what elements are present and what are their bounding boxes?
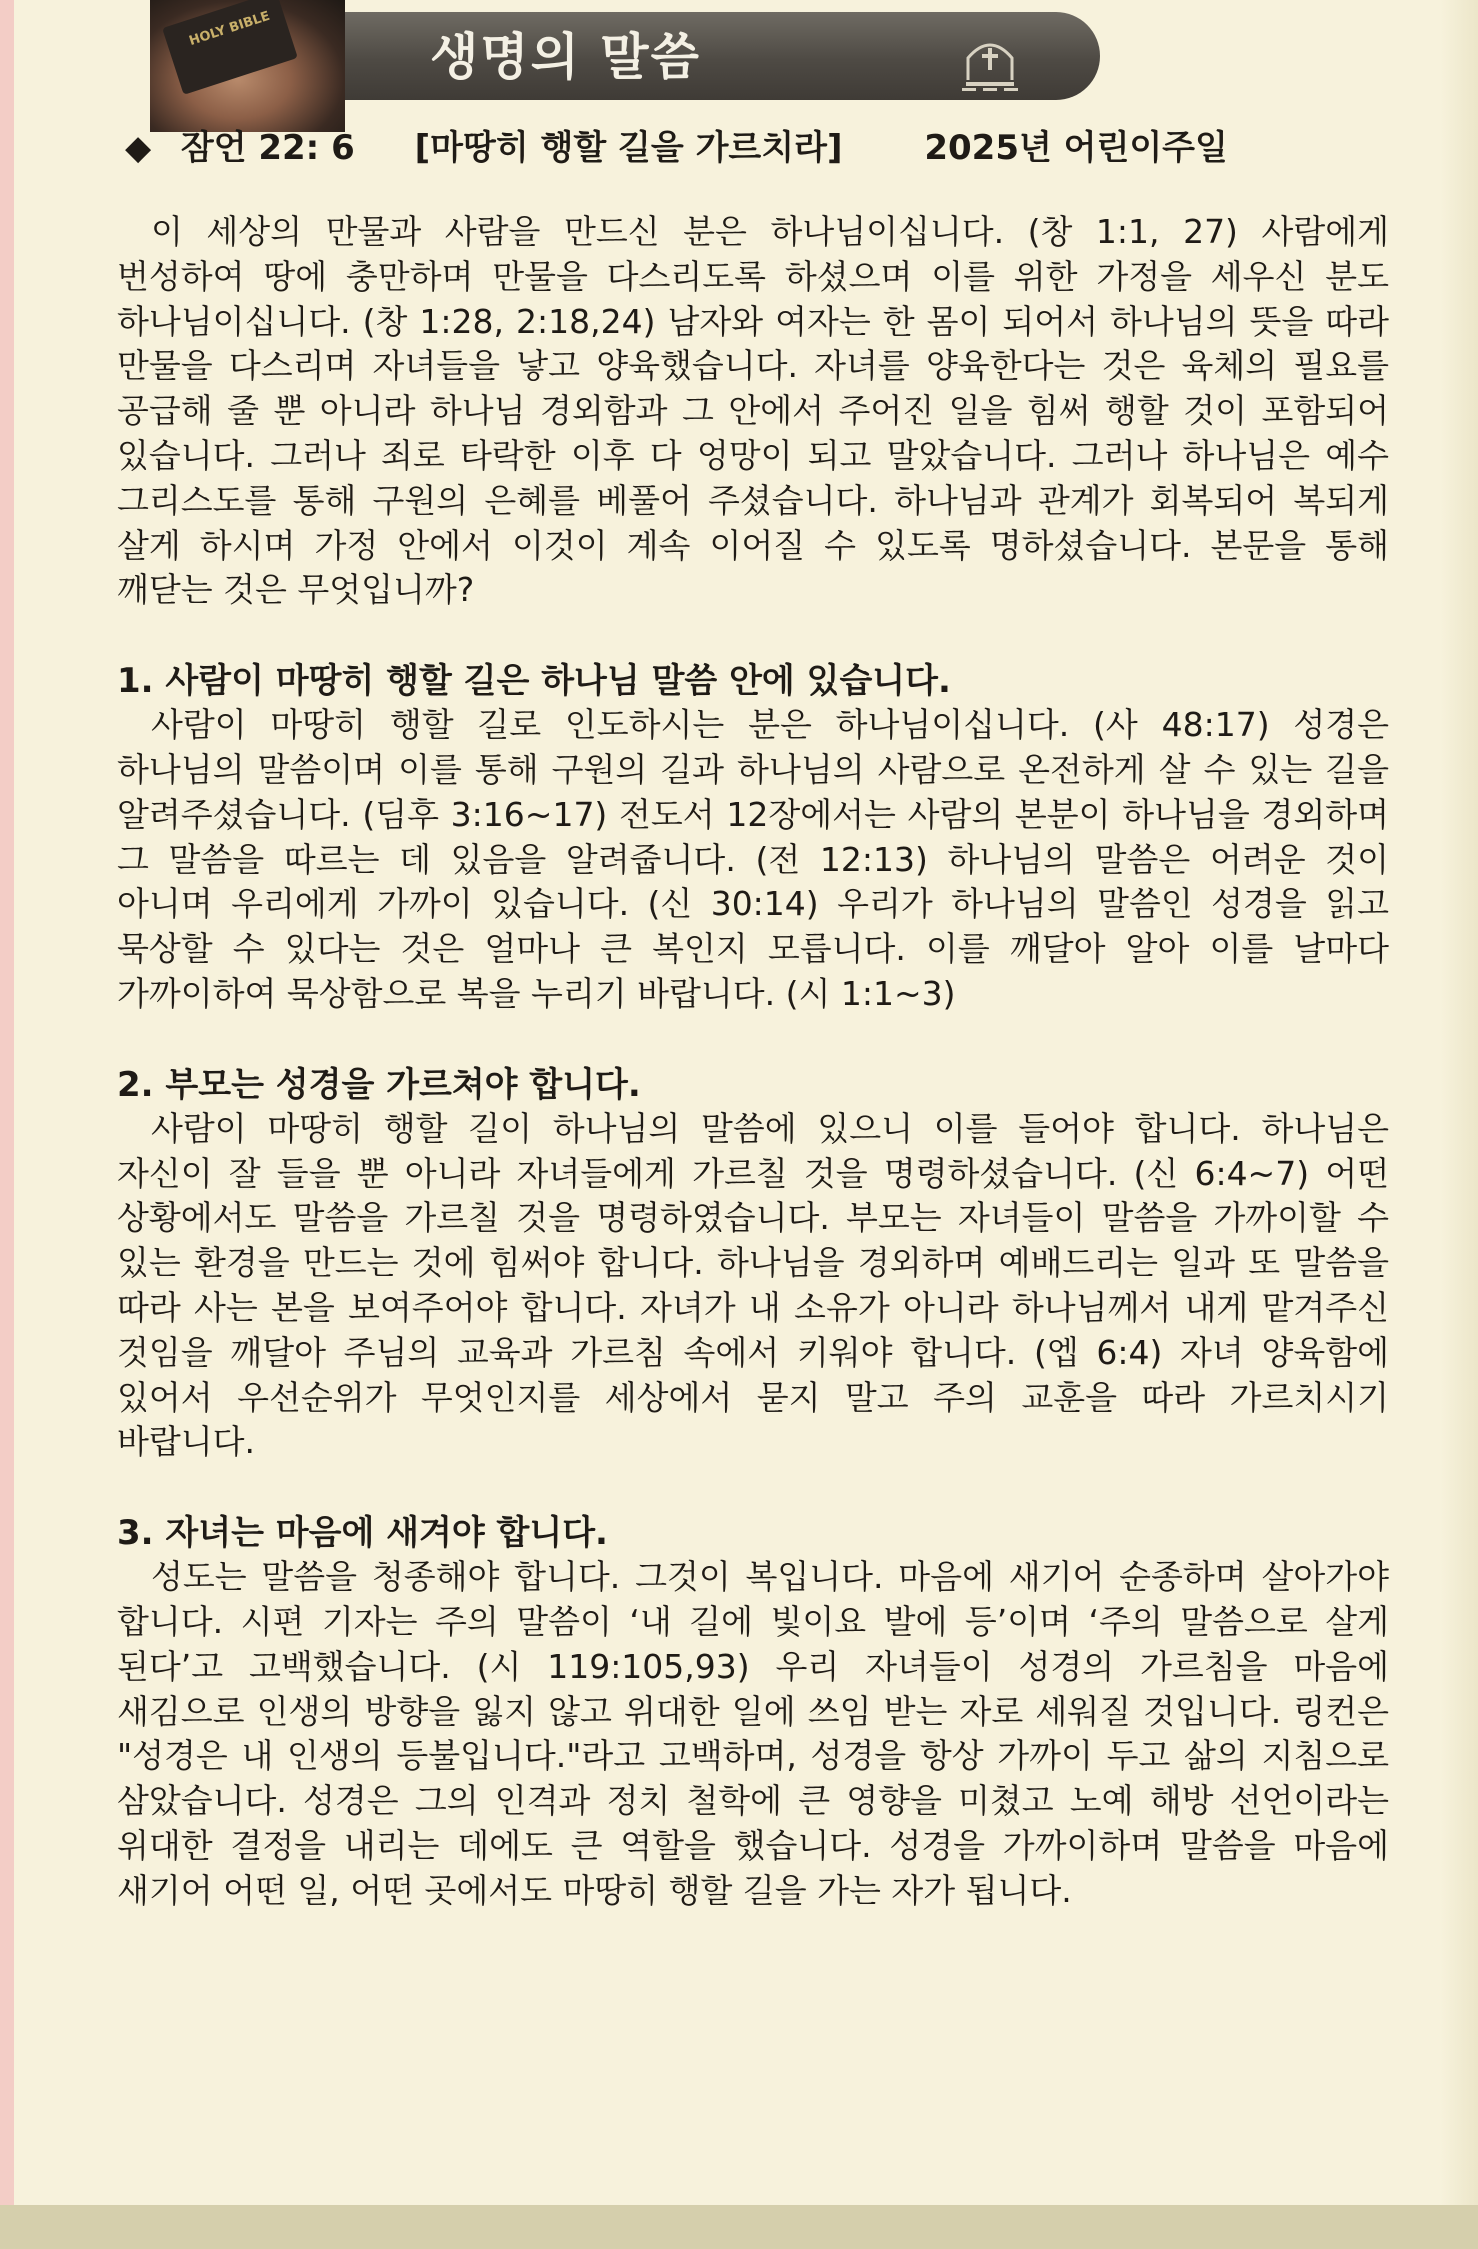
section-2-title: 2. 부모는 성경을 가르쳐야 합니다. [117, 1064, 641, 1105]
section-1-body: 사람이 마땅히 행할 길로 인도하시는 분은 하나님이십니다. (사 48:17) 성경은 하나님의 말씀이며 이를 통해 구원의 길과 하나님의 사람으로 온전하게 살 수 있는 길을 알려주셨습니다. (딤후 3:16~17) 전도서 12장에서는 사람의 본분이 하나님을 경외하며 그 말씀을 따르는 데 있음을 알려줍니다. (전 12:13) 하나님의 말씀은 어려운 것이 아니며 우리에게 가까이 있습니다. (신 30:14) 우리가 하나님의 말씀인 성경을 읽고 묵상할 수 있다는 것은 얼마나 큰 복인지 모릅니다. 이를 깨달아 알아 이를 날마다 가까이하여 묵상함으로 복을 누리기 바랍니다. (시 1:1~3) [117, 705, 1389, 1013]
diamond-bullet-icon: ◆ [125, 128, 152, 168]
sermon-theme: [마땅히 행할 길을 가르치라] [414, 128, 843, 168]
left-edge-strip [0, 0, 14, 2249]
page-edge-shade [1440, 0, 1478, 2249]
page-title: 생명의 말씀 [430, 28, 701, 86]
scripture-reference: 잠언 22: 6 [180, 128, 355, 168]
section-2-body: 사람이 마땅히 행할 길이 하나님의 말씀에 있으니 이를 들어야 합니다. 하나님은 자신이 잘 들을 뿐 아니라 자녀들에게 가르칠 것을 명령하셨습니다. (신 6:4~7) 어떤 상황에서도 말씀을 가르칠 것을 명령하였습니다. 부모는 자녀들이 말씀을 가까이할 수 있는 환경을 만드는 것에 힘써야 합니다. 하나님을 경외하며 예배드리는 일과 또 말씀을 따라 사는 본을 보여주어야 합니다. 자녀가 내 소유가 아니라 하나님께서 내게 맡겨주신 것임을 깨달아 주님의 교육과 가르침 속에서 키워야 합니다. (엡 6:4) 자녀 양육함에 있어서 우선순위가 무엇인지를 세상에서 묻지 말고 주의 교훈을 따라 가르치시기 바랍니다. [117, 1108, 1389, 1462]
intro-paragraph: 이 세상의 만물과 사람을 만드신 분은 하나님이십니다. (창 1:1, 27) 사람에게 번성하여 땅에 충만하며 만물을 다스리도록 하셨으며 이를 위한 가정을 세우신 분도 하나님이십니다. (창 1:28, 2:18,24) 남자와 여자는 한 몸이 되어서 하나님의 뜻을 따라 만물을 다스리며 자녀들을 낳고 양육했습니다. 자녀를 양육한다는 것은 육체의 필요를 공급해 줄 뿐 아니라 하나님 경외함과 그 안에서 주어진 일을 힘써 행할 것이 포함되어 있습니다. 그러나 죄로 타락한 이후 다 엉망이 되고 말았습니다. 그러나 하나님은 예수 그리스도를 통해 구원의 은혜를 베풀어 주셨습니다. 하나님과 관계가 회복되어 복되게 살게 하시며 가정 안에서 이것이 계속 이어질 수 있도록 명하셨습니다. 본문을 통해 깨닫는 것은 무엇입니까? [117, 212, 1389, 610]
sermon-content [117, 210, 1389, 1914]
bible-hands-photo [150, 0, 345, 132]
scripture-meta-line [125, 122, 1228, 174]
section-3-title: 3. 자녀는 마음에 새겨야 합니다. [117, 1513, 608, 1554]
church-icon [960, 30, 1020, 92]
bible-book-graphic: HOLY BIBLE [162, 0, 298, 95]
section-1-title: 1. 사람이 마땅히 행할 길은 하나님 말씀 안에 있습니다. [117, 661, 951, 702]
section-3-body: 성도는 말씀을 청종해야 합니다. 그것이 복입니다. 마음에 새기어 순종하며 살아가야 합니다. 시편 기자는 주의 말씀이 ‘내 길에 빛이요 발에 등’이며 ‘주의 말씀으로 살게 된다’고 고백했습니다. (시 119:105,93) 우리 자녀들이 성경의 가르침을 마음에 새김으로 인생의 방향을 잃지 않고 위대한 일에 쓰임 받는 자로 세워질 것입니다. 링컨은 "성경은 내 인생의 등불입니다."라고 고백하며, 성경을 항상 가까이 두고 삶의 지침으로 삼았습니다. 성경은 그의 인격과 정치 철학에 큰 영향을 미쳤고 노예 해방 선언이라는 위대한 결정을 내리는 데에도 큰 역할을 했습니다. 성경을 가까이하며 말씀을 마음에 새기어 어떤 일, 어떤 곳에서도 마땅히 행할 길을 가는 자가 됩니다. [117, 1557, 1389, 1910]
bottom-band [0, 2205, 1478, 2249]
occasion-label: 2025년 어린이주일 [924, 128, 1228, 168]
